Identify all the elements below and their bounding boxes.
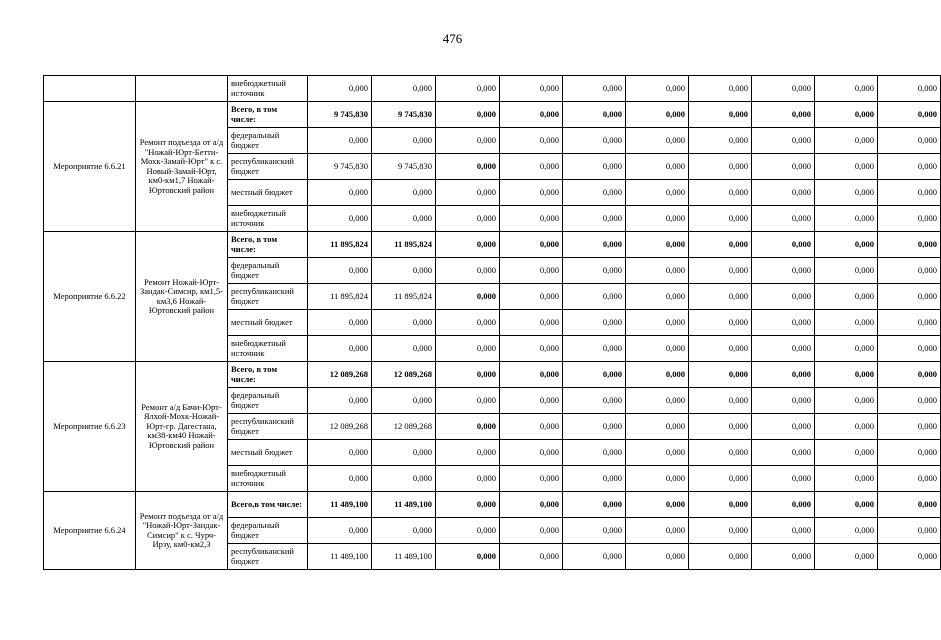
amount-cell: 0,000: [878, 284, 941, 310]
amount-cell: 0,000: [626, 128, 689, 154]
amount-cell: 0,000: [752, 76, 815, 102]
amount-cell: 0,000: [815, 284, 878, 310]
funding-source-cell: местный бюджет: [228, 180, 308, 206]
amount-cell: 0,000: [815, 492, 878, 518]
amount-cell: 11 895,824: [372, 284, 436, 310]
amount-cell: 0,000: [372, 466, 436, 492]
amount-cell: 0,000: [563, 440, 626, 466]
amount-cell: 0,000: [815, 544, 878, 570]
amount-cell: 9 745,830: [308, 154, 372, 180]
event-number-cell: Мероприятие 6.6.21: [44, 102, 136, 232]
amount-cell: 0,000: [372, 258, 436, 284]
funding-source-cell: Всего, в том числе:: [228, 102, 308, 128]
amount-cell: 0,000: [563, 518, 626, 544]
amount-cell: 11 489,100: [372, 544, 436, 570]
amount-cell: 0,000: [752, 310, 815, 336]
amount-cell: 0,000: [563, 362, 626, 388]
amount-cell: 0,000: [436, 362, 500, 388]
amount-cell: 0,000: [752, 128, 815, 154]
amount-cell: 0,000: [436, 258, 500, 284]
table-row-total: [44, 492, 941, 518]
amount-cell: 0,000: [752, 414, 815, 440]
amount-cell: 0,000: [500, 336, 563, 362]
description-cell-empty: [136, 76, 228, 102]
amount-cell: 0,000: [752, 336, 815, 362]
amount-cell: 0,000: [689, 180, 752, 206]
amount-cell: 0,000: [815, 414, 878, 440]
amount-cell: 0,000: [878, 362, 941, 388]
amount-cell: 0,000: [372, 76, 436, 102]
funding-source-cell: внебюджетный источник: [228, 466, 308, 492]
funding-source-cell: федеральный бюджет: [228, 388, 308, 414]
amount-cell: 0,000: [752, 362, 815, 388]
amount-cell: 0,000: [752, 102, 815, 128]
amount-cell: 9 745,830: [372, 102, 436, 128]
amount-cell: 0,000: [500, 310, 563, 336]
amount-cell: 0,000: [689, 258, 752, 284]
amount-cell: 0,000: [878, 414, 941, 440]
amount-cell: 0,000: [372, 180, 436, 206]
event-cell-empty: [44, 76, 136, 102]
amount-cell: 0,000: [689, 76, 752, 102]
amount-cell: 0,000: [563, 388, 626, 414]
amount-cell: 0,000: [752, 180, 815, 206]
amount-cell: 0,000: [626, 388, 689, 414]
amount-cell: 0,000: [689, 414, 752, 440]
amount-cell: 0,000: [626, 310, 689, 336]
amount-cell: 0,000: [689, 102, 752, 128]
amount-cell: 9 745,830: [308, 102, 372, 128]
amount-cell: 12 089,268: [308, 414, 372, 440]
amount-cell: 0,000: [308, 388, 372, 414]
amount-cell: 0,000: [626, 336, 689, 362]
amount-cell: 0,000: [878, 154, 941, 180]
amount-cell: 0,000: [500, 206, 563, 232]
amount-cell: 0,000: [436, 154, 500, 180]
amount-cell: 11 895,824: [308, 232, 372, 258]
amount-cell: 0,000: [689, 232, 752, 258]
amount-cell: 0,000: [689, 466, 752, 492]
amount-cell: 0,000: [563, 284, 626, 310]
amount-cell: 0,000: [563, 206, 626, 232]
amount-cell: 0,000: [372, 440, 436, 466]
amount-cell: 0,000: [815, 362, 878, 388]
table-row: [44, 76, 941, 102]
table-row-total: [44, 232, 941, 258]
amount-cell: 0,000: [436, 76, 500, 102]
amount-cell: 0,000: [500, 128, 563, 154]
amount-cell: 0,000: [308, 466, 372, 492]
amount-cell: 0,000: [626, 154, 689, 180]
amount-cell: 11 895,824: [372, 232, 436, 258]
amount-cell: 0,000: [563, 180, 626, 206]
funding-source-cell: федеральный бюджет: [228, 258, 308, 284]
amount-cell: 0,000: [500, 232, 563, 258]
amount-cell: 0,000: [436, 466, 500, 492]
amount-cell: 0,000: [752, 518, 815, 544]
amount-cell: 0,000: [308, 440, 372, 466]
amount-cell: 0,000: [878, 466, 941, 492]
amount-cell: 0,000: [563, 154, 626, 180]
amount-cell: 0,000: [500, 102, 563, 128]
funding-source-cell: внебюджетный источник: [228, 336, 308, 362]
event-number-cell: Мероприятие 6.6.22: [44, 232, 136, 362]
amount-cell: 0,000: [308, 310, 372, 336]
amount-cell: 0,000: [689, 388, 752, 414]
amount-cell: 0,000: [500, 180, 563, 206]
amount-cell: 0,000: [752, 232, 815, 258]
amount-cell: 0,000: [815, 518, 878, 544]
amount-cell: 0,000: [372, 388, 436, 414]
amount-cell: 12 089,268: [308, 362, 372, 388]
amount-cell: 0,000: [815, 310, 878, 336]
amount-cell: 0,000: [372, 206, 436, 232]
funding-source-cell: внебюджетный источник: [228, 206, 308, 232]
amount-cell: 0,000: [815, 336, 878, 362]
amount-cell: 12 089,268: [372, 362, 436, 388]
amount-cell: 0,000: [689, 440, 752, 466]
amount-cell: 0,000: [878, 180, 941, 206]
amount-cell: 0,000: [308, 258, 372, 284]
amount-cell: 0,000: [878, 232, 941, 258]
amount-cell: 0,000: [752, 388, 815, 414]
amount-cell: 0,000: [815, 154, 878, 180]
funding-source-cell: республиканский бюджет: [228, 154, 308, 180]
amount-cell: 0,000: [500, 466, 563, 492]
amount-cell: 0,000: [308, 206, 372, 232]
event-description-cell: Ремонт подъезда от а/д "Ножай-Юрт-Бетти-Мохк-Замай-Юрт" к с. Новый-Замай-Юрт, км0-км1,7 Ножай-Юртовский район: [136, 102, 228, 232]
amount-cell: 0,000: [878, 310, 941, 336]
funding-source-cell: Всего,в том числе:: [228, 492, 308, 518]
amount-cell: 0,000: [436, 128, 500, 154]
amount-cell: 0,000: [689, 206, 752, 232]
amount-cell: 0,000: [563, 258, 626, 284]
amount-cell: 0,000: [752, 206, 815, 232]
amount-cell: 0,000: [563, 544, 626, 570]
amount-cell: 0,000: [563, 466, 626, 492]
amount-cell: 0,000: [752, 284, 815, 310]
amount-cell: 0,000: [878, 492, 941, 518]
amount-cell: 0,000: [815, 258, 878, 284]
amount-cell: 11 489,100: [308, 544, 372, 570]
table-row-total: [44, 362, 941, 388]
amount-cell: 0,000: [436, 310, 500, 336]
funding-source-cell: федеральный бюджет: [228, 128, 308, 154]
amount-cell: 0,000: [626, 258, 689, 284]
amount-cell: 0,000: [626, 518, 689, 544]
amount-cell: 0,000: [563, 336, 626, 362]
amount-cell: 0,000: [689, 544, 752, 570]
amount-cell: 0,000: [878, 518, 941, 544]
amount-cell: 0,000: [436, 284, 500, 310]
amount-cell: 0,000: [436, 440, 500, 466]
amount-cell: 0,000: [752, 258, 815, 284]
amount-cell: 0,000: [308, 336, 372, 362]
amount-cell: 0,000: [689, 362, 752, 388]
amount-cell: 0,000: [815, 180, 878, 206]
table-row-total: [44, 102, 941, 128]
amount-cell: 0,000: [878, 440, 941, 466]
amount-cell: 0,000: [372, 336, 436, 362]
amount-cell: 0,000: [308, 76, 372, 102]
amount-cell: 0,000: [436, 180, 500, 206]
amount-cell: 0,000: [815, 128, 878, 154]
amount-cell: 0,000: [436, 206, 500, 232]
amount-cell: 0,000: [626, 440, 689, 466]
funding-source-cell: внебюджетный источник: [228, 76, 308, 102]
funding-source-cell: местный бюджет: [228, 440, 308, 466]
amount-cell: 0,000: [500, 362, 563, 388]
amount-cell: 0,000: [626, 180, 689, 206]
funding-source-cell: республиканский бюджет: [228, 544, 308, 570]
amount-cell: 0,000: [626, 492, 689, 518]
amount-cell: 0,000: [878, 544, 941, 570]
amount-cell: 0,000: [815, 388, 878, 414]
amount-cell: 0,000: [878, 388, 941, 414]
amount-cell: 11 895,824: [308, 284, 372, 310]
event-description-cell: Ремонт а/д Бачи-Юрт-Ялхой-Мохк-Ножай-Юрт-гр. Дагестана, км38-км40 Ножай-Юртовский район: [136, 362, 228, 492]
amount-cell: 0,000: [626, 284, 689, 310]
amount-cell: 0,000: [500, 544, 563, 570]
amount-cell: 0,000: [500, 284, 563, 310]
amount-cell: 0,000: [372, 128, 436, 154]
amount-cell: 0,000: [878, 258, 941, 284]
amount-cell: 0,000: [436, 414, 500, 440]
amount-cell: 0,000: [752, 154, 815, 180]
amount-cell: 0,000: [372, 310, 436, 336]
amount-cell: 0,000: [436, 388, 500, 414]
amount-cell: 0,000: [500, 440, 563, 466]
amount-cell: 0,000: [563, 102, 626, 128]
amount-cell: 0,000: [689, 518, 752, 544]
amount-cell: 0,000: [752, 466, 815, 492]
amount-cell: 0,000: [815, 466, 878, 492]
amount-cell: 0,000: [626, 76, 689, 102]
funding-source-cell: Всего, в том числе:: [228, 362, 308, 388]
amount-cell: 0,000: [626, 414, 689, 440]
amount-cell: 0,000: [878, 102, 941, 128]
amount-cell: 0,000: [500, 258, 563, 284]
amount-cell: 0,000: [436, 492, 500, 518]
amount-cell: 0,000: [436, 232, 500, 258]
amount-cell: 0,000: [815, 102, 878, 128]
amount-cell: 0,000: [689, 284, 752, 310]
amount-cell: 0,000: [308, 518, 372, 544]
amount-cell: 0,000: [563, 76, 626, 102]
amount-cell: 0,000: [626, 232, 689, 258]
amount-cell: 0,000: [436, 518, 500, 544]
amount-cell: 0,000: [878, 76, 941, 102]
event-number-cell: Мероприятие 6.6.24: [44, 492, 136, 570]
event-description-cell: Ремонт подъезда от а/д "Ножай-Юрт-Зандак-Симсир" к с. Чурч-Ирзу, км0-км2,3: [136, 492, 228, 570]
amount-cell: 0,000: [626, 466, 689, 492]
amount-cell: 0,000: [372, 518, 436, 544]
amount-cell: 0,000: [752, 544, 815, 570]
amount-cell: 0,000: [436, 102, 500, 128]
amount-cell: 0,000: [752, 440, 815, 466]
amount-cell: 0,000: [500, 492, 563, 518]
amount-cell: 0,000: [626, 544, 689, 570]
amount-cell: 0,000: [626, 206, 689, 232]
amount-cell: 12 089,268: [372, 414, 436, 440]
funding-source-cell: республиканский бюджет: [228, 284, 308, 310]
amount-cell: 0,000: [563, 414, 626, 440]
amount-cell: 0,000: [436, 336, 500, 362]
amount-cell: 0,000: [500, 388, 563, 414]
amount-cell: 0,000: [689, 310, 752, 336]
funding-source-cell: республиканский бюджет: [228, 414, 308, 440]
amount-cell: 0,000: [878, 128, 941, 154]
amount-cell: 0,000: [563, 232, 626, 258]
amount-cell: 9 745,830: [372, 154, 436, 180]
amount-cell: 0,000: [308, 180, 372, 206]
amount-cell: 0,000: [500, 154, 563, 180]
amount-cell: 0,000: [689, 154, 752, 180]
amount-cell: 0,000: [815, 440, 878, 466]
event-number-cell: Мероприятие 6.6.23: [44, 362, 136, 492]
amount-cell: 0,000: [626, 102, 689, 128]
amount-cell: 0,000: [815, 206, 878, 232]
page-number: 476: [442, 31, 463, 46]
amount-cell: 0,000: [626, 362, 689, 388]
funding-source-cell: федеральный бюджет: [228, 518, 308, 544]
amount-cell: 0,000: [752, 492, 815, 518]
amount-cell: 0,000: [878, 206, 941, 232]
amount-cell: 0,000: [815, 76, 878, 102]
amount-cell: 11 489,100: [308, 492, 372, 518]
amount-cell: 11 489,100: [372, 492, 436, 518]
funding-source-cell: местный бюджет: [228, 310, 308, 336]
amount-cell: 0,000: [563, 128, 626, 154]
amount-cell: 0,000: [500, 76, 563, 102]
amount-cell: 0,000: [436, 544, 500, 570]
amount-cell: 0,000: [500, 414, 563, 440]
amount-cell: 0,000: [878, 336, 941, 362]
event-description-cell: Ремонт Ножай-Юрт-Зандак-Симсир, км1,5-км3,6 Ножай-Юртовский район: [136, 232, 228, 362]
amount-cell: 0,000: [689, 492, 752, 518]
amount-cell: 0,000: [500, 518, 563, 544]
amount-cell: 0,000: [308, 128, 372, 154]
funding-source-cell: Всего, в том числе:: [228, 232, 308, 258]
amount-cell: 0,000: [563, 310, 626, 336]
amount-cell: 0,000: [815, 232, 878, 258]
amount-cell: 0,000: [689, 336, 752, 362]
budget-table: [43, 75, 941, 570]
amount-cell: 0,000: [563, 492, 626, 518]
amount-cell: 0,000: [689, 128, 752, 154]
